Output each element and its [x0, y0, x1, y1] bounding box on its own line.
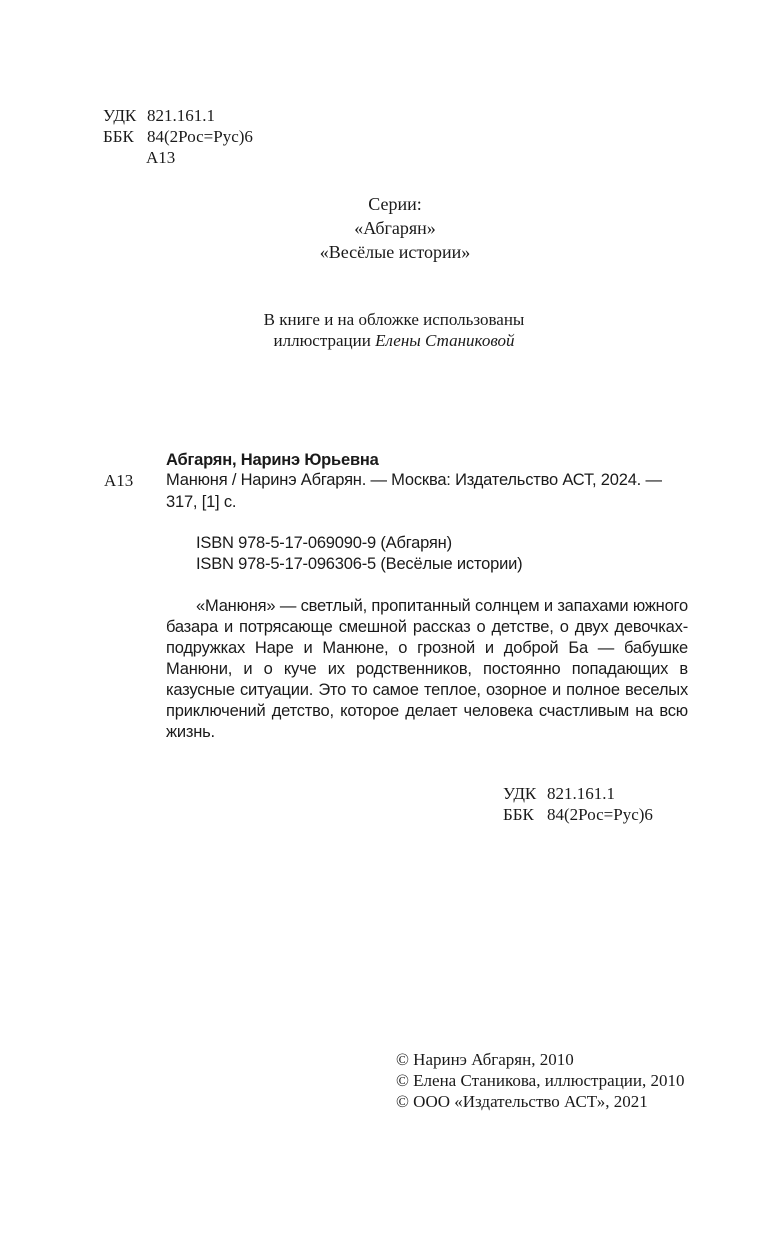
udk-label: УДК	[103, 106, 137, 125]
udk-value: 821.161.1	[147, 106, 215, 125]
illustrations-line-2	[0, 330, 768, 351]
copyright-line: © Елена Станикова, иллюстрации, 2010	[396, 1071, 685, 1090]
series-item: «Весёлые истории»	[319, 242, 471, 262]
udk-row	[503, 783, 653, 804]
bottom-classification-block	[503, 783, 653, 825]
bbk-value: 84(2Рос=Рус)6	[147, 127, 253, 146]
illustrator-name: Елены Станиковой	[375, 331, 515, 350]
author-sign-value: А13	[146, 148, 176, 167]
top-classification-block	[103, 105, 253, 168]
series-heading: Серии:	[368, 194, 422, 214]
bbk-value: 84(2Рос=Рус)6	[547, 805, 653, 824]
bbk-label: ББК	[103, 127, 134, 146]
illustrations-line-1: В книге и на обложке использованы	[263, 310, 525, 329]
record-side-code: А13	[104, 471, 134, 490]
illustrations-note	[0, 309, 768, 351]
illustrations-prefix: иллюстрации	[273, 331, 371, 350]
record-title-line: Манюня / Наринэ Абгарян. — Москва: Издательство АСТ, 2024. —	[166, 471, 662, 489]
bbk-row	[503, 804, 653, 825]
copyright-block	[396, 1049, 685, 1112]
isbn-line: ISBN 978-5-17-096306-5 (Весёлые истории)	[196, 555, 523, 573]
udk-label: УДК	[503, 784, 537, 803]
isbn-block	[196, 533, 522, 575]
series-block	[0, 192, 768, 264]
series-item: «Абгарян»	[354, 218, 436, 238]
record-author: Абгарян, Наринэ Юрьевна	[166, 451, 379, 469]
bbk-label: ББК	[503, 805, 534, 824]
copyright-line: © ООО «Издательство АСТ», 2021	[396, 1092, 648, 1111]
bbk-row	[103, 126, 253, 147]
udk-row	[103, 105, 253, 126]
isbn-line: ISBN 978-5-17-069090-9 (Абгарян)	[196, 534, 452, 552]
copyright-line: © Наринэ Абгарян, 2010	[396, 1050, 574, 1069]
annotation-paragraph: «Манюня» — светлый, пропитанный солнцем и запахами южного базара и потрясающе смешной рассказ о детстве, о двух девочках-подружках Наре и Манюне, о грозной и доброй Ба — бабушке Манюни, и о куче их родственников, постоянно попадающих в казусные ситуации. Это то самое теплое, озорное и полное веселых приключений детство, которое делает человека счастливым на всю жизнь.	[166, 597, 688, 741]
udk-value: 821.161.1	[547, 784, 615, 803]
record-pages-line: 317, [1] с.	[166, 493, 237, 511]
author-sign	[103, 147, 253, 168]
